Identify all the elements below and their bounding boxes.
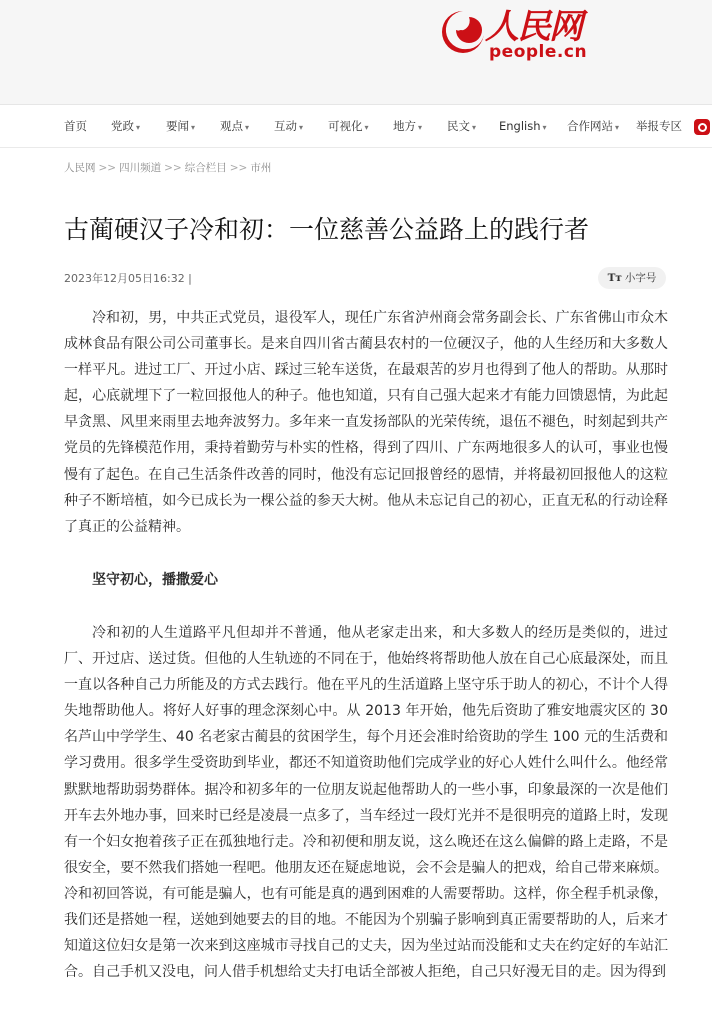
breadcrumb-item-city[interactable]: 市州 bbox=[250, 162, 272, 174]
site-header bbox=[0, 0, 712, 105]
font-size-toggle-button[interactable] bbox=[598, 267, 666, 289]
chevron-down-icon: ▾ bbox=[191, 123, 196, 132]
nav-label: 地方 bbox=[393, 119, 416, 133]
nav-label: 要闻 bbox=[166, 119, 189, 133]
chevron-down-icon: ▾ bbox=[418, 123, 423, 132]
chevron-down-icon: ▾ bbox=[542, 123, 547, 132]
nav-label: 首页 bbox=[64, 119, 87, 133]
report-badge-icon[interactable] bbox=[694, 119, 710, 135]
nav-item-home[interactable] bbox=[64, 105, 87, 147]
nav-item-ethnic[interactable] bbox=[447, 105, 476, 147]
article-datetime: 2023年12月05日16:32 | bbox=[64, 272, 192, 285]
article-subheading: 坚守初心，播撒爱心 bbox=[92, 571, 218, 588]
nav-label: 党政 bbox=[111, 119, 134, 133]
nav-item-english[interactable] bbox=[499, 105, 547, 147]
nav-label: 可视化 bbox=[328, 119, 363, 133]
nav-item-report[interactable] bbox=[636, 105, 682, 147]
breadcrumb-separator: >> bbox=[229, 162, 248, 174]
chevron-down-icon: ▾ bbox=[364, 123, 369, 132]
breadcrumb bbox=[64, 160, 271, 175]
breadcrumb-item-home[interactable]: 人民网 bbox=[64, 162, 96, 174]
breadcrumb-item-general[interactable]: 综合栏目 bbox=[184, 162, 227, 174]
nav-label: English bbox=[499, 119, 541, 133]
main-nav bbox=[0, 105, 712, 148]
chevron-down-icon: ▾ bbox=[136, 123, 141, 132]
nav-label: 举报专区 bbox=[636, 119, 682, 133]
nav-label: 观点 bbox=[220, 119, 243, 133]
chevron-down-icon: ▾ bbox=[245, 123, 250, 132]
nav-item-local[interactable] bbox=[393, 105, 422, 147]
nav-label: 民文 bbox=[447, 119, 470, 133]
article-paragraph: 冷和初，男，中共正式党员，退役军人，现任广东省泸州商会常务副会长、广东省佛山市众木成林食品有限公司公司董事长。是来自四川省古蔺县农村的一位硬汉子，他的人生经历和大多数人一样平凡。进过工厂、开过小店、踩过三轮车送货，在最艰苦的岁月也得到了他人的帮助。从那时起，心底就埋下了一粒回报他人的种子。他也知道，只有自己强大起来才有能力回馈恩情，为此起早贪黑、风里来雨里去地奔波努力。多年来一直发扬部队的光荣传统，退伍不褪色，时刻起到共产党员的先锋模范作用，秉持着勤劳与朴实的性格，得到了四川、广东两地很多人的认可，事业也慢慢有了起色。在自己生活条件改善的同时，他没有忘记回报曾经的恩情，并将最初回报他人的这粒种子不断培植，如今已成长为一棵公益的参天大树。他从未忘记自己的初心，正直无私的行动诠释了真正的公益精神。 bbox=[64, 310, 668, 535]
chevron-down-icon: ▾ bbox=[472, 123, 477, 132]
breadcrumb-separator: >> bbox=[98, 162, 117, 174]
logo-english-text: people.cn bbox=[489, 42, 588, 62]
chevron-down-icon: ▾ bbox=[615, 123, 620, 132]
nav-item-interactive[interactable] bbox=[274, 105, 303, 147]
site-logo[interactable] bbox=[439, 6, 589, 70]
article-body bbox=[64, 305, 668, 1012]
nav-item-party-gov[interactable] bbox=[111, 105, 140, 147]
people-daily-emblem-icon bbox=[439, 8, 487, 56]
nav-item-partners[interactable] bbox=[567, 105, 619, 147]
nav-item-visualization[interactable] bbox=[328, 105, 369, 147]
nav-item-opinion[interactable] bbox=[220, 105, 249, 147]
article-paragraph: 冷和初的人生道路平凡但却并不普通，他从老家走出来，和大多数人的经历是类似的，进过厂、开过店、送过货。但他的人生轨迹的不同在于，他始终将帮助他人放在自己心底最深处，而且一直以各种自己力所能及的方式去践行。他在平凡的生活道路上坚守乐于助人的初心，不计个人得失地帮助他人。将好人好事的理念深刻心中。从 2013 年开始，他先后资助了雅安地震灾区的 30 名芦山中学学生、40 名老家古蔺县的贫困学生，每个月还会准时给资助的学生 100 元的生活费和学习费用。很多学生受资助到毕业，都还不知道资助他们完成学业的好心人姓什么叫什么。他经常默默地帮助弱势群体。据冷和初多年的一位朋友说起他帮助人的一些小事，印象最深的一次是他们开车去外地办事，回来时已经是凌晨一点多了，当车经过一段灯光并不是很明亮的道路上时，发现有一个妇女抱着孩子正在孤独地行走。冷和初便和朋友说，这么晚还在这么偏僻的路上走路，不是很安全，要不然我们搭她一程吧。他朋友还在疑虑地说，会不会是骗人的把戏，给自己带来麻烦。冷和初回答说，有可能是骗人，也有可能是真的遇到困难的人需要帮助。这样，你全程手机录像，我们还是搭她一程，送她到她要去的目的地。不能因为个别骗子影响到真正需要帮助的人，后来才知道这位妇女是第一次来到这座城市寻找自己的丈夫，因为坐过站而没能和丈夫在约定好的车站汇合。自己手机又没电，问人借手机想给丈夫打电话全部被人拒绝，自己只好漫无目的走。因为得到 bbox=[64, 624, 668, 981]
nav-label: 互动 bbox=[274, 119, 297, 133]
nav-item-headlines[interactable] bbox=[166, 105, 195, 147]
breadcrumb-item-sichuan[interactable]: 四川频道 bbox=[119, 162, 162, 174]
logo-chinese-text: 人民网 bbox=[485, 7, 581, 47]
article-title: 古蔺硬汉子冷和初：一位慈善公益路上的践行者 bbox=[64, 215, 590, 244]
breadcrumb-separator: >> bbox=[164, 162, 182, 174]
nav-label: 合作网站 bbox=[567, 119, 613, 133]
chevron-down-icon: ▾ bbox=[299, 123, 304, 132]
font-size-label: 小字号 bbox=[624, 272, 657, 284]
font-size-icon: Tт bbox=[607, 272, 622, 284]
